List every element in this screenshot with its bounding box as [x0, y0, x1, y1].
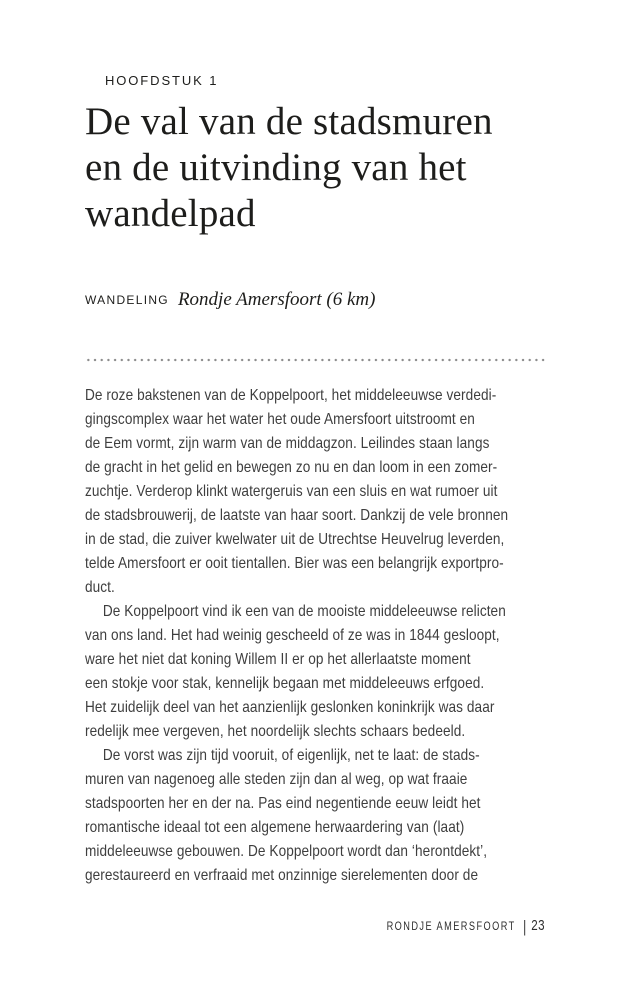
body-line: Het zuidelijk deel van het aanzienlijk geslonken koninkrijk was daar [85, 699, 495, 716]
chapter-kicker: HOOFDSTUK 1 [105, 73, 219, 88]
walk-label: WANDELING [85, 293, 169, 307]
running-title: RONDJE AMERSFOORT [386, 921, 516, 933]
paragraph [85, 600, 508, 744]
body-line: middeleeuwse gebouwen. De Koppelpoort wordt dan ‘herontdekt’, [85, 843, 488, 860]
body-line: in de stad, die zuiver kwelwater uit de Utrechtse Heuvelrug leverden, [85, 531, 505, 548]
chapter-title-line: en de uitvinding van het [85, 146, 467, 189]
body-line: muren van nagenoeg alle steden zijn dan al weg, op wat fraaie [85, 771, 468, 788]
body-line: romantische ideaal tot een algemene herwaardering van (laat) [85, 819, 465, 836]
body-line: ware het niet dat koning Willem II er op het allerlaatste moment [85, 651, 471, 668]
body-line: De Koppelpoort vind ik een van de mooiste middeleeuwse relicten [102, 603, 506, 620]
body-text [85, 384, 508, 888]
body-line: De vorst was zijn tijd vooruit, of eigenlijk, net te laat: de stads- [102, 747, 480, 764]
dotted-divider [85, 358, 545, 362]
body-line: De roze bakstenen van de Koppelpoort, het middeleeuwse verdedi- [85, 387, 497, 404]
body-line: de gracht in het gelid en bewegen zo nu en dan loom in een zomer- [85, 459, 498, 476]
page-footer [387, 916, 545, 937]
chapter-title [85, 99, 493, 237]
walk-info [85, 289, 375, 311]
chapter-title-line: wandelpad [85, 192, 256, 235]
body-line: stadspoorten her en der na. Pas eind negentiende eeuw leidt het [85, 795, 481, 812]
body-line: een stokje voor stak, kennelijk begaan met middeleeuws erfgoed. [85, 675, 485, 692]
chapter-title-line: De val van de stadsmuren [85, 100, 493, 143]
body-line: gerestaureerd en verfraaid met onzinnige sierelementen door de [85, 867, 479, 884]
body-line: redelijk mee vergeven, het noordelijk slechts schaars bedeeld. [85, 723, 466, 740]
page-number: 23 [531, 918, 545, 934]
walk-name: Rondje Amersfoort (6 km) [177, 289, 376, 310]
paragraph [85, 384, 508, 600]
body-line: telde Amersfoort er ooit tientallen. Bier was een belangrijk exportpro- [85, 555, 504, 572]
body-line: de Eem vormt, zijn warm van de middagzon. Leilindes staan langs [85, 435, 490, 452]
body-line: gingscomplex waar het water het oude Amersfoort uitstroomt en [85, 411, 475, 428]
paragraph [85, 744, 508, 888]
body-line: zuchtje. Verderop klinkt watergeruis van een sluis en wat rumoer uit [85, 483, 498, 500]
body-line: de stadsbrouwerij, de laatste van haar soort. Dankzij de vele bronnen [85, 507, 509, 524]
body-line: duct. [85, 579, 115, 596]
body-line: van ons land. Het had weinig gescheeld of ze was in 1844 gesloopt, [85, 627, 500, 644]
footer-separator: | [522, 917, 527, 936]
